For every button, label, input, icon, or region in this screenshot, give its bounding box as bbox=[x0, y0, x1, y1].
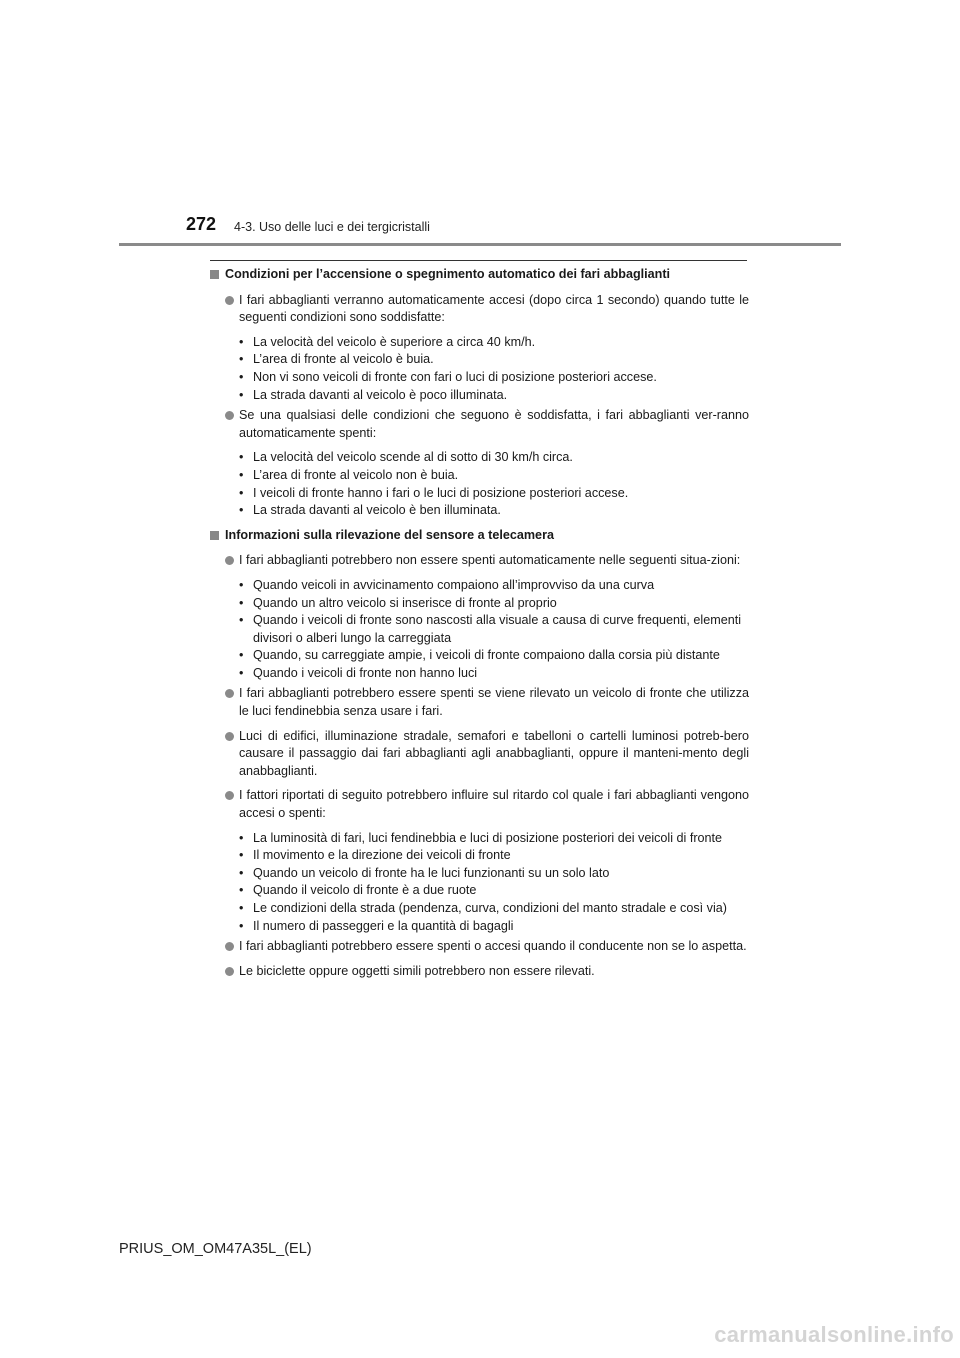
list-item: • I veicoli di fronte hanno i fari o le luci di posizione posteriori accese. bbox=[239, 485, 749, 503]
section-heading-text: Informazioni sulla rilevazione del sensore a telecamera bbox=[225, 527, 554, 542]
header-divider bbox=[119, 243, 841, 246]
paragraph bbox=[209, 685, 749, 720]
paragraph bbox=[209, 728, 749, 781]
section-heading-text: Condizioni per l’accensione o spegnimento automatico dei fari abbaglianti bbox=[225, 267, 671, 281]
list-item: • La luminosità di fari, luci fendinebbia e luci di posizione posteriori dei veicoli di fronte bbox=[239, 830, 749, 848]
paragraph bbox=[209, 787, 749, 822]
document-code: PRIUS_OM_OM47A35L_(EL) bbox=[119, 1241, 312, 1257]
watermark: carmanualsonline.info bbox=[714, 1322, 954, 1347]
paragraph-text: I fari abbaglianti verranno automaticamente accesi (dopo circa 1 secondo) quando tutte le seguenti condizioni sono soddisfatte: bbox=[239, 292, 749, 325]
list-item: • L’area di fronte al veicolo è buia. bbox=[239, 351, 749, 369]
bullet-list bbox=[209, 577, 749, 683]
list-item: • Quando veicoli in avvicinamento compaiono all’improvviso da una curva bbox=[239, 577, 749, 595]
list-item: • La velocità del veicolo è superiore a circa 40 km/h. bbox=[239, 334, 749, 352]
list-item: • Quando un veicolo di fronte ha le luci funzionanti su un solo lato bbox=[239, 865, 749, 883]
paragraph-text: Se una qualsiasi delle condizioni che seguono è soddisfatta, i fari abbaglianti ver-ranno automaticamente spenti: bbox=[239, 408, 749, 440]
paragraph bbox=[209, 938, 749, 956]
paragraph-text: Le biciclette oppure oggetti simili potrebbero non essere rilevati. bbox=[239, 963, 595, 978]
bullet-list bbox=[209, 830, 749, 936]
list-item: • Quando i veicoli di fronte non hanno luci bbox=[239, 665, 749, 683]
paragraph-text: Luci di edifici, illuminazione stradale, semafori e tabelloni o cartelli luminosi potreb-bero causare il passaggio dai fari abbaglianti agli anabbaglianti, oppure il manteni-mento degli anabbaglianti. bbox=[239, 728, 749, 778]
page-content bbox=[209, 266, 749, 987]
square-bullet-icon bbox=[210, 270, 219, 279]
list-item: • Quando il veicolo di fronte è a due ruote bbox=[239, 882, 749, 900]
list-item: • La strada davanti al veicolo è poco illuminata. bbox=[239, 387, 749, 405]
list-item: • Quando, su carreggiate ampie, i veicoli di fronte compaiono dalla corsia più distante bbox=[239, 647, 749, 665]
bullet-list bbox=[209, 334, 749, 404]
section-heading bbox=[209, 527, 749, 545]
list-item: • La velocità del veicolo scende al di sotto di 30 km/h circa. bbox=[239, 449, 749, 467]
circle-bullet-icon bbox=[225, 732, 234, 741]
paragraph-text: I fari abbaglianti potrebbero essere spenti o accesi quando il conducente non se lo aspetta. bbox=[239, 939, 747, 954]
paragraph-text: I fari abbaglianti potrebbero non essere spenti automaticamente nelle seguenti situa-zioni: bbox=[239, 553, 741, 568]
list-item: • Il movimento e la direzione dei veicoli di fronte bbox=[239, 847, 749, 865]
paragraph bbox=[209, 552, 749, 570]
chapter-title: 4-3. Uso delle luci e dei tergicristalli bbox=[234, 220, 430, 234]
section-divider bbox=[210, 260, 747, 261]
list-item: • Il numero di passeggeri e la quantità di bagagli bbox=[239, 918, 749, 936]
paragraph-text: I fari abbaglianti potrebbero essere spenti se viene rilevato un veicolo di fronte che utilizza le luci fendinebbia senza usare i fari. bbox=[239, 686, 749, 719]
paragraph-text: I fattori riportati di seguito potrebbero influire sul ritardo col quale i fari abbaglianti vengono accesi o spenti: bbox=[239, 788, 749, 821]
list-item: • Le condizioni della strada (pendenza, curva, condizioni del manto stradale e così via) bbox=[239, 900, 749, 918]
square-bullet-icon bbox=[210, 531, 219, 540]
paragraph bbox=[209, 963, 749, 981]
list-item: • Quando i veicoli di fronte sono nascosti alla visuale a causa di curve frequenti, elementi divisori o alberi lungo la carreggiata bbox=[239, 612, 749, 647]
circle-bullet-icon bbox=[225, 967, 234, 976]
bullet-list bbox=[209, 449, 749, 519]
list-item: • La strada davanti al veicolo è ben illuminata. bbox=[239, 502, 749, 520]
section-heading bbox=[209, 266, 749, 284]
list-item: • L’area di fronte al veicolo non è buia. bbox=[239, 467, 749, 485]
paragraph bbox=[209, 407, 749, 442]
paragraph bbox=[209, 292, 749, 327]
page-number: 272 bbox=[186, 214, 217, 234]
circle-bullet-icon bbox=[225, 296, 234, 305]
list-item: • Non vi sono veicoli di fronte con fari o luci di posizione posteriori accese. bbox=[239, 369, 749, 387]
list-item: • Quando un altro veicolo si inserisce di fronte al proprio bbox=[239, 595, 749, 613]
